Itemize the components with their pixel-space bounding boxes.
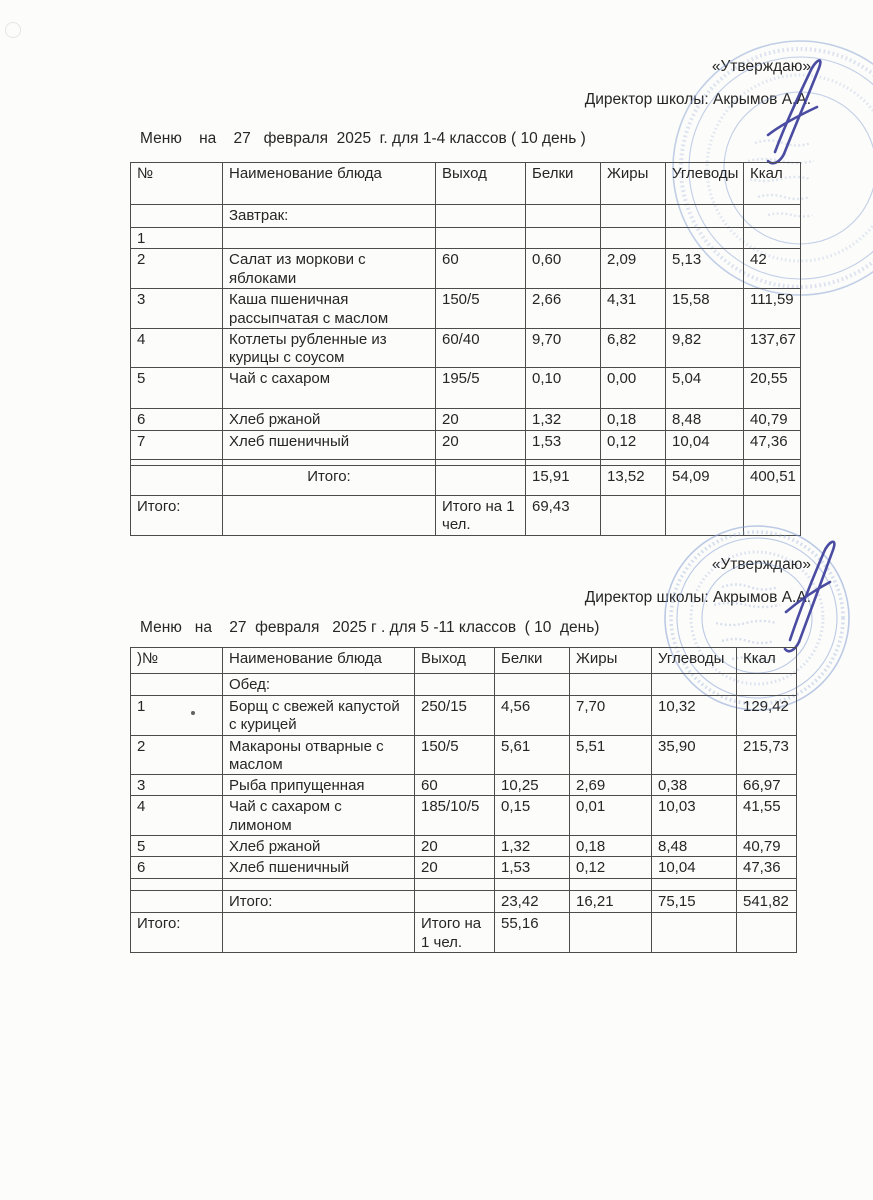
column-header: Наименование блюда	[223, 648, 415, 674]
table-cell: 20	[436, 430, 526, 459]
column-header: Наименование блюда	[223, 163, 436, 205]
table-cell: 7	[131, 430, 223, 459]
table-cell: Итого:	[223, 465, 436, 495]
table-cell: 0,18	[601, 409, 666, 430]
table-cell	[652, 674, 737, 696]
menu-table-2	[130, 647, 797, 953]
table-cell: Хлеб ржаной	[223, 409, 436, 430]
table-cell: 2	[131, 735, 223, 775]
table-cell: 150/5	[436, 289, 526, 329]
table-cell	[570, 913, 652, 953]
table-cell: 9,82	[666, 328, 744, 368]
ink-dot-artifact	[191, 711, 195, 715]
table-cell	[744, 495, 801, 535]
table-cell: Салат из моркови с яблоками	[223, 249, 436, 289]
table-cell: Хлеб пшеничный	[223, 857, 415, 879]
table-cell	[526, 205, 601, 228]
table-cell: 2	[131, 249, 223, 289]
table-cell	[652, 879, 737, 891]
table-cell: 40,79	[744, 409, 801, 430]
table-cell: 150/5	[415, 735, 495, 775]
table-cell: 137,67	[744, 328, 801, 368]
table-cell: 1,32	[526, 409, 601, 430]
table-cell	[666, 495, 744, 535]
table-cell: 185/10/5	[415, 796, 495, 836]
table-cell: 20	[436, 409, 526, 430]
table-cell	[415, 879, 495, 891]
table-cell: Чай с сахаром с лимоном	[223, 796, 415, 836]
table-cell: 4	[131, 328, 223, 368]
table-cell	[223, 879, 415, 891]
table-cell: 0,12	[570, 857, 652, 879]
table-cell	[131, 674, 223, 696]
table-row	[131, 913, 797, 953]
table-cell: 0,01	[570, 796, 652, 836]
table-cell: Хлеб пшеничный	[223, 430, 436, 459]
table-cell	[131, 879, 223, 891]
table-cell	[415, 891, 495, 913]
table-cell	[744, 228, 801, 249]
table-cell: Макароны отварные с маслом	[223, 735, 415, 775]
table-cell: 10,04	[652, 857, 737, 879]
table-cell: 5,04	[666, 368, 744, 409]
table-row	[131, 409, 801, 430]
table-cell: 75,15	[652, 891, 737, 913]
table-cell: 1	[131, 696, 223, 736]
table-cell: 54,09	[666, 465, 744, 495]
table-cell: Завтрак:	[223, 205, 436, 228]
table-cell: 9,70	[526, 328, 601, 368]
table-cell	[495, 879, 570, 891]
table-row	[131, 328, 801, 368]
table-cell: 4,31	[601, 289, 666, 329]
table-cell: 6,82	[601, 328, 666, 368]
table-cell: 0,12	[601, 430, 666, 459]
table-cell: 8,48	[666, 409, 744, 430]
table-cell: 2,09	[601, 249, 666, 289]
table-cell: 15,58	[666, 289, 744, 329]
table-cell: 69,43	[526, 495, 601, 535]
table-cell: 23,42	[495, 891, 570, 913]
table-cell: Каша пшеничная рассыпчатая с маслом	[223, 289, 436, 329]
table-header-row	[131, 163, 801, 205]
table-cell	[415, 674, 495, 696]
table-cell: 4	[131, 796, 223, 836]
column-header: Углеводы	[666, 163, 744, 205]
table-cell	[131, 465, 223, 495]
table-cell: 6	[131, 857, 223, 879]
table-cell	[652, 913, 737, 953]
table-cell: 60	[415, 775, 495, 796]
table-cell: 5	[131, 836, 223, 857]
table-cell: 250/15	[415, 696, 495, 736]
director-line: Директор школы: Акрымов А.А.	[584, 91, 811, 109]
table-row	[131, 696, 797, 736]
table-cell: 3	[131, 775, 223, 796]
table-cell: 10,04	[666, 430, 744, 459]
table-cell	[666, 228, 744, 249]
table-cell: 1	[131, 228, 223, 249]
table-cell: 541,82	[737, 891, 797, 913]
table-cell: 66,97	[737, 775, 797, 796]
approval-block-1	[585, 58, 811, 108]
table-cell	[570, 879, 652, 891]
column-header: Углеводы	[652, 648, 737, 674]
table-row	[131, 674, 797, 696]
table-row	[131, 879, 797, 891]
table-cell: Борщ с свежей капустой с курицей	[223, 696, 415, 736]
table-cell	[601, 228, 666, 249]
scan-artifact	[5, 22, 21, 38]
table-cell: 10,03	[652, 796, 737, 836]
table-cell: 1,32	[495, 836, 570, 857]
table-cell: 0,38	[652, 775, 737, 796]
table-cell: 20	[415, 836, 495, 857]
table-cell: 13,52	[601, 465, 666, 495]
column-header: №	[131, 163, 223, 205]
table-cell: 2,69	[570, 775, 652, 796]
table-row	[131, 289, 801, 329]
table-cell: 5,13	[666, 249, 744, 289]
table-row	[131, 775, 797, 796]
table-cell	[436, 205, 526, 228]
approval-quote: «Утверждаю»	[711, 556, 811, 573]
table-cell: 7,70	[570, 696, 652, 736]
approval-block-2	[585, 556, 811, 606]
column-header: Жиры	[601, 163, 666, 205]
table-cell: 215,73	[737, 735, 797, 775]
table-row	[131, 495, 801, 535]
table-cell: 60/40	[436, 328, 526, 368]
table-cell	[570, 674, 652, 696]
table-row	[131, 891, 797, 913]
table-cell: Чай с сахаром	[223, 368, 436, 409]
table-cell	[666, 205, 744, 228]
table-cell	[223, 228, 436, 249]
table-cell: 47,36	[744, 430, 801, 459]
table-cell: 1,53	[495, 857, 570, 879]
director-line: Директор школы: Акрымов А.А.	[584, 589, 811, 607]
table-cell: 0,10	[526, 368, 601, 409]
table-cell	[131, 205, 223, 228]
table-cell: Итого:	[223, 891, 415, 913]
table-row	[131, 796, 797, 836]
table-cell	[737, 879, 797, 891]
column-header: Выход	[415, 648, 495, 674]
table-row	[131, 430, 801, 459]
table-cell: 55,16	[495, 913, 570, 953]
table-cell: 0,60	[526, 249, 601, 289]
table-cell: 10,32	[652, 696, 737, 736]
menu-table-1	[130, 162, 801, 536]
table-cell: 0,15	[495, 796, 570, 836]
table-row	[131, 857, 797, 879]
table-cell: 4,56	[495, 696, 570, 736]
table-cell: 129,42	[737, 696, 797, 736]
table-cell: 20,55	[744, 368, 801, 409]
table-cell	[737, 913, 797, 953]
table-cell: 40,79	[737, 836, 797, 857]
column-header: Ккал	[744, 163, 801, 205]
table-cell: 5	[131, 368, 223, 409]
table-cell: 195/5	[436, 368, 526, 409]
table-row	[131, 735, 797, 775]
menu-title-2: Меню на 27 февраля 2025 г . для 5 -11 классов ( 10 день)	[140, 619, 600, 636]
table-cell	[131, 891, 223, 913]
table-cell: Итого:	[131, 913, 223, 953]
column-header: )№	[131, 648, 223, 674]
table-row	[131, 205, 801, 228]
table-cell: Обед:	[223, 674, 415, 696]
table-row	[131, 249, 801, 289]
table-cell	[436, 465, 526, 495]
table-cell	[601, 205, 666, 228]
table-cell: 0,18	[570, 836, 652, 857]
menu-title-1: Меню на 27 февраля 2025 г. для 1-4 классов ( 10 день )	[140, 130, 586, 147]
table-header-row	[131, 648, 797, 674]
table-row	[131, 836, 797, 857]
table-cell: Итого:	[131, 495, 223, 535]
table-cell: 15,91	[526, 465, 601, 495]
table-cell: 35,90	[652, 735, 737, 775]
table-cell: 400,51	[744, 465, 801, 495]
table-cell: 0,00	[601, 368, 666, 409]
table-cell: 6	[131, 409, 223, 430]
table-cell: 16,21	[570, 891, 652, 913]
table-cell: 41,55	[737, 796, 797, 836]
table-cell: 5,51	[570, 735, 652, 775]
table-cell: 5,61	[495, 735, 570, 775]
table-row	[131, 465, 801, 495]
table-cell	[737, 674, 797, 696]
table-cell	[526, 228, 601, 249]
table-cell	[744, 205, 801, 228]
approval-quote: «Утверждаю»	[711, 58, 811, 75]
table-cell: Рыба припущенная	[223, 775, 415, 796]
column-header: Жиры	[570, 648, 652, 674]
column-header: Белки	[526, 163, 601, 205]
column-header: Ккал	[737, 648, 797, 674]
table-cell: Итого на 1 чел.	[436, 495, 526, 535]
table-cell	[223, 913, 415, 953]
table-cell	[223, 495, 436, 535]
table-cell: Хлеб ржаной	[223, 836, 415, 857]
table-cell: 20	[415, 857, 495, 879]
table-cell: 42	[744, 249, 801, 289]
table-cell	[601, 495, 666, 535]
table-cell: 1,53	[526, 430, 601, 459]
table-cell: Итого на 1 чел.	[415, 913, 495, 953]
table-cell: 111,59	[744, 289, 801, 329]
column-header: Белки	[495, 648, 570, 674]
table-cell: Котлеты рубленные из курицы с соусом	[223, 328, 436, 368]
table-cell: 3	[131, 289, 223, 329]
table-cell: 8,48	[652, 836, 737, 857]
table-cell: 10,25	[495, 775, 570, 796]
table-row	[131, 228, 801, 249]
table-row	[131, 368, 801, 409]
table-cell	[436, 228, 526, 249]
table-cell: 60	[436, 249, 526, 289]
table-cell	[495, 674, 570, 696]
column-header: Выход	[436, 163, 526, 205]
table-cell: 47,36	[737, 857, 797, 879]
table-cell: 2,66	[526, 289, 601, 329]
